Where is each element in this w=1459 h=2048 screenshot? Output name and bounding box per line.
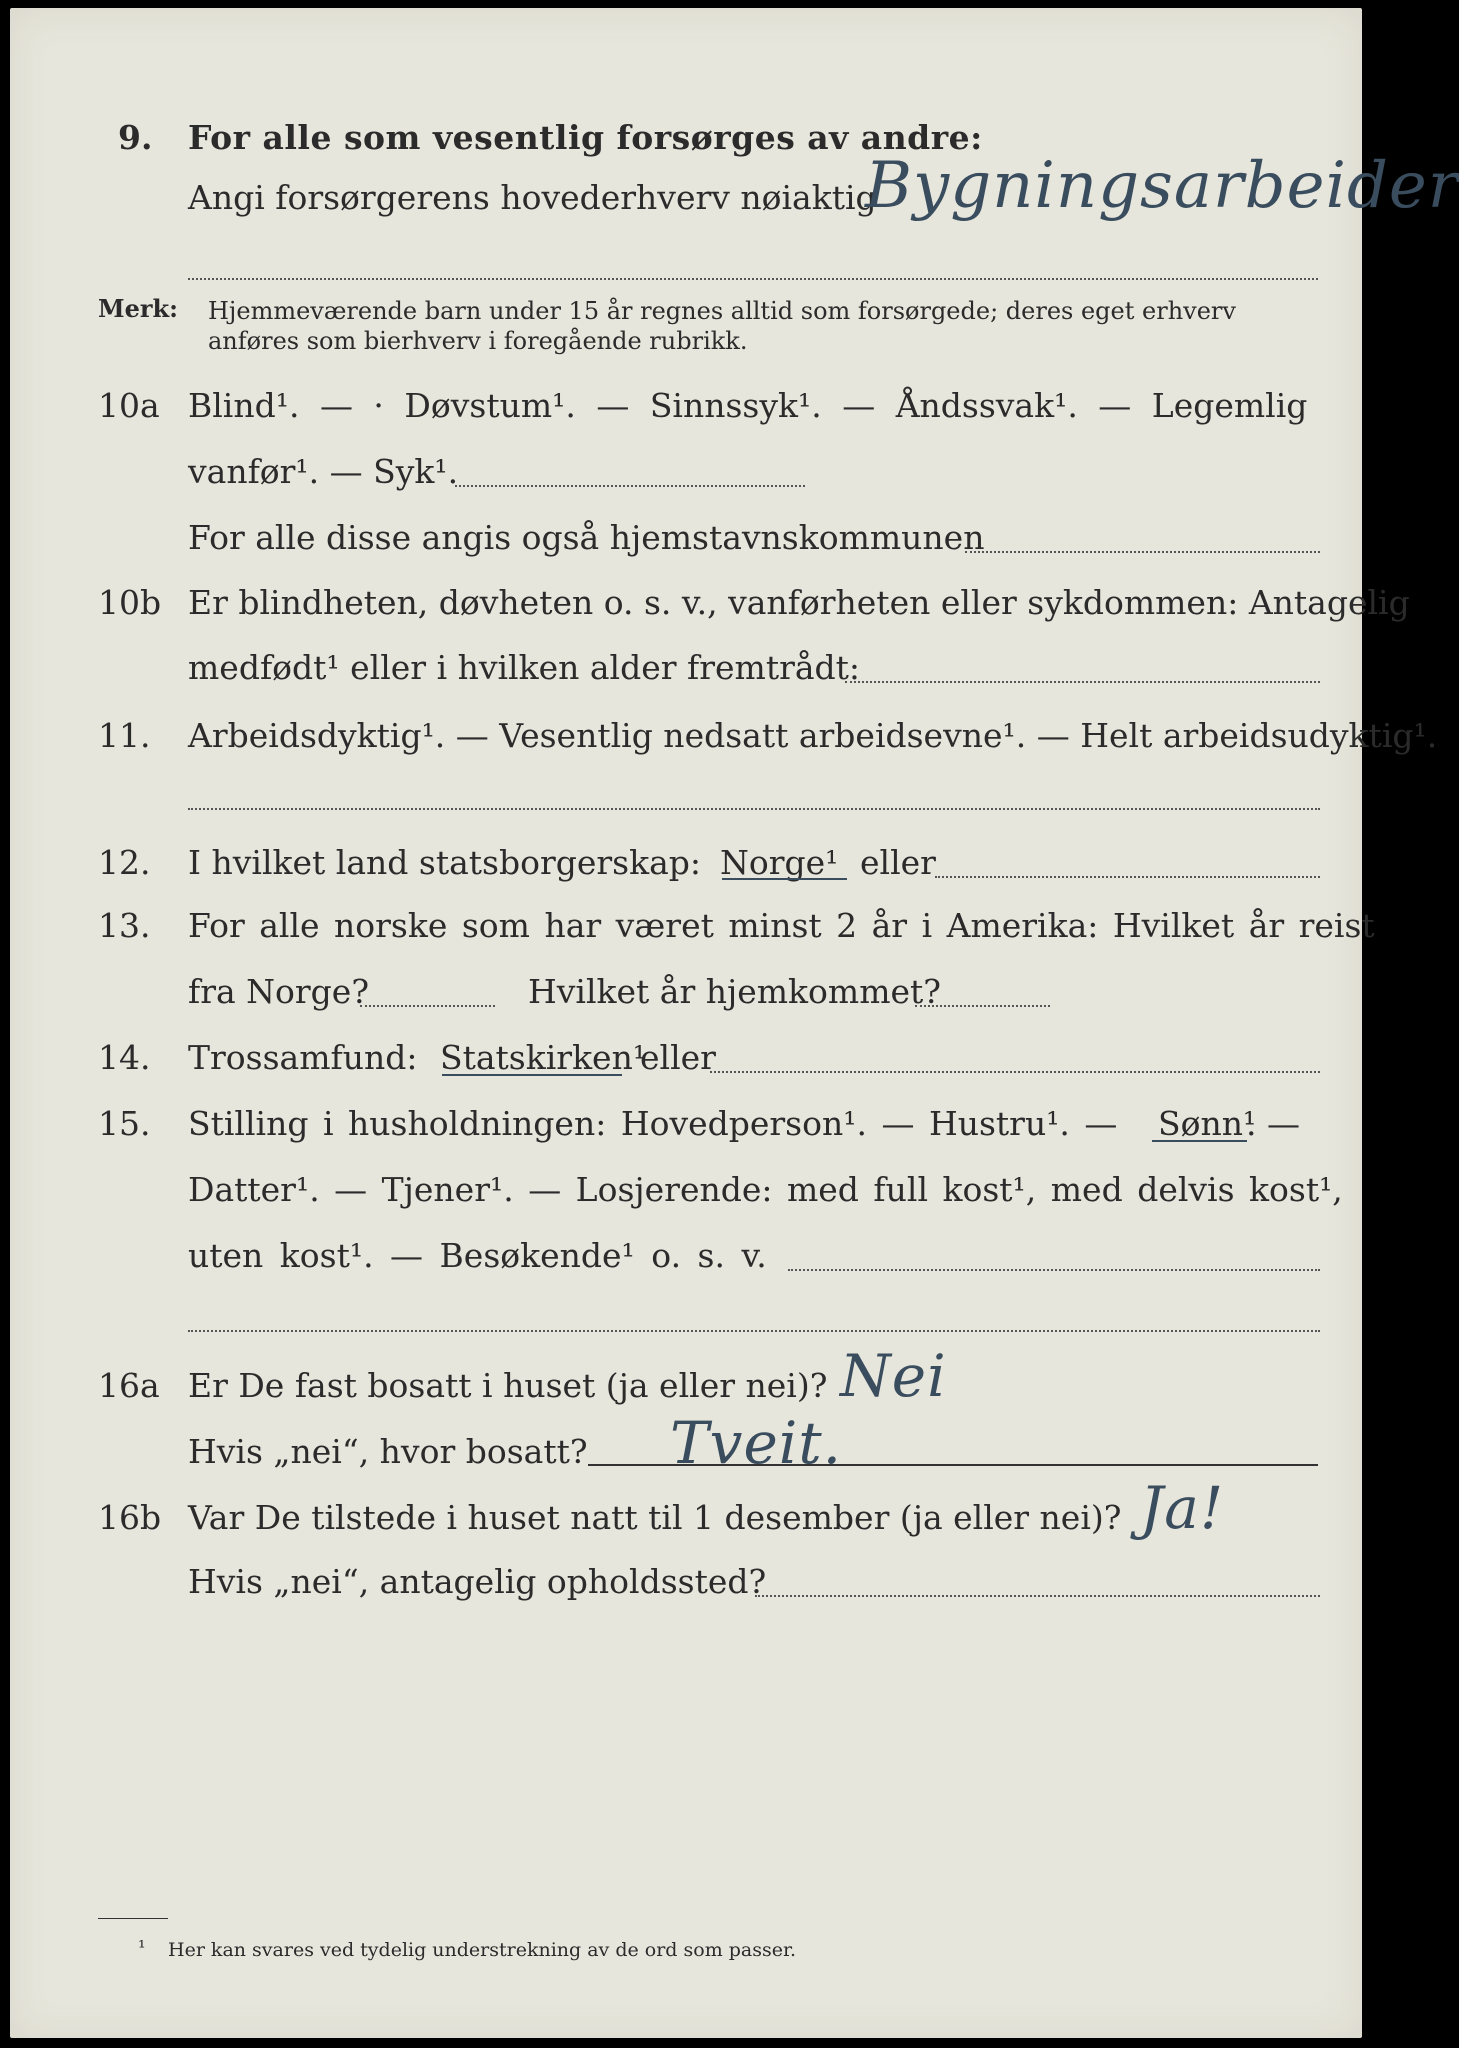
q11-number: 11.	[98, 716, 151, 755]
q15-number: 15.	[98, 1104, 151, 1143]
q10a-line3: For alle disse angis også hjemstavnskommunen	[188, 518, 985, 557]
footnote-marker: ¹	[138, 1937, 146, 1959]
q9-answer-handwritten: Bygningsarbeider	[865, 149, 1459, 223]
q16a-line1: Er De fast bosatt i huset (ja eller nei)?	[188, 1366, 828, 1405]
q15-option-sonn: Sønn¹	[1158, 1104, 1257, 1143]
q13-line1: For alle norske som har været minst 2 år i Amerika: Hvilket år reist	[188, 906, 1375, 945]
footnote-rule	[98, 1918, 168, 1919]
q16a-answer1-handwritten: Nei	[840, 1342, 947, 1410]
q15-line3: uten kost¹. — Besøkende¹ o. s. v.	[188, 1236, 767, 1275]
q16b-line2: Hvis „nei“, antagelig opholdssted?	[188, 1562, 767, 1601]
q16b-line1: Var De tilstede i huset natt til 1 desember (ja eller nei)?	[188, 1498, 1122, 1537]
form-page	[10, 8, 1459, 2038]
q9-answer-line	[188, 278, 1318, 280]
q9-heading: For alle som vesentlig forsørges av andre:	[188, 118, 983, 157]
q16a-answer2-handwritten: Tveit.	[670, 1409, 843, 1477]
footnote-text: Her kan svares ved tydelig understrekning av de ord som passer.	[168, 1939, 797, 1961]
q13-hjemkommet-line	[915, 1005, 1050, 1007]
q12-suffix: eller	[860, 843, 936, 882]
q16a-number: 16a	[98, 1366, 160, 1405]
q11-line1: Arbeidsdyktig¹. — Vesentlig nedsatt arbeidsevne¹. — Helt arbeidsudyktig¹.	[188, 716, 1438, 755]
q10b-line1: Er blindheten, døvheten o. s. v., vanførheten eller sykdommen: Antagelig	[188, 583, 1410, 622]
q13-line2a: fra Norge?	[188, 972, 370, 1011]
q10a-number: 10a	[98, 386, 160, 425]
q12-norge-underline	[722, 878, 847, 880]
q15-line2: Datter¹. — Tjener¹. — Losjerende: med full kost¹, med delvis kost¹,	[188, 1170, 1343, 1209]
q15-line1a: Stilling i husholdningen: Hovedperson¹. — Hustru¹. —	[188, 1104, 1118, 1143]
q16a-line2: Hvis „nei“, hvor bosatt?	[188, 1432, 588, 1471]
q10b-number: 10b	[98, 583, 162, 622]
q16a-answer2-line	[588, 1464, 1318, 1466]
q10a-line2: vanfør¹. — Syk¹.	[188, 452, 459, 491]
q14-suffix: eller	[640, 1038, 716, 1077]
merk-label: Merk:	[98, 294, 178, 323]
merk-line2: anføres som bierhverv i foregående rubrikk.	[208, 327, 748, 355]
q10a-line1: Blind¹. — · Døvstum¹. — Sinnssyk¹. — Åndssvak¹. — Legemlig	[188, 386, 1308, 425]
q10b-answer-line	[845, 681, 1320, 683]
q9-question: Angi forsørgerens hovederhverv nøiaktig	[188, 178, 877, 217]
q16b-answer-line	[755, 1595, 1320, 1597]
q9-number: 9.	[118, 118, 153, 157]
q13-reist-line	[360, 1005, 495, 1007]
q15-answer-line2	[188, 1330, 1320, 1332]
q14-statskirken-underline	[442, 1074, 622, 1076]
q14-option-statskirken: Statskirken¹	[440, 1038, 647, 1077]
q15-line1c: . —	[1246, 1104, 1300, 1143]
q14-prefix: Trossamfund:	[188, 1038, 418, 1077]
q12-option-norge: Norge¹	[720, 843, 839, 882]
q12-number: 12.	[98, 843, 151, 882]
q10a-hjemstavn-line	[965, 551, 1320, 553]
q12-prefix: I hvilket land statsborgerskap:	[188, 843, 702, 882]
q13-line2b: Hvilket år hjemkommet?	[528, 972, 941, 1011]
merk-line1: Hjemmeværende barn under 15 år regnes alltid som forsørgede; deres eget erhverv	[208, 297, 1236, 325]
q16b-answer1-handwritten: Ja!	[1140, 1474, 1225, 1542]
q10a-syk-line	[455, 485, 805, 487]
q15-sonn-underline	[1152, 1140, 1247, 1142]
q12-answer-line	[935, 876, 1320, 878]
q16b-number: 16b	[98, 1498, 162, 1537]
q15-answer-line	[788, 1269, 1320, 1271]
q10b-line2: medfødt¹ eller i hvilken alder fremtrådt:	[188, 648, 861, 687]
q14-answer-line	[710, 1071, 1320, 1073]
q11-answer-line	[188, 808, 1320, 810]
q13-number: 13.	[98, 906, 151, 945]
q14-number: 14.	[98, 1038, 151, 1077]
